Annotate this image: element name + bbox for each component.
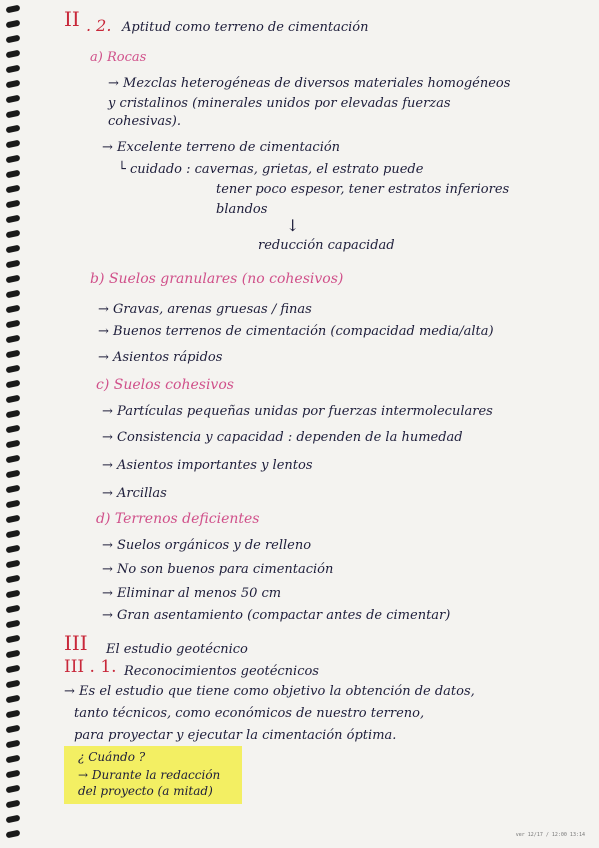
spiral-hole (6, 545, 21, 554)
rocks-line-4: → Excelente terreno de cimentación (102, 140, 341, 155)
spiral-hole (6, 575, 21, 584)
deficient-label: d) Terrenos deficientes (96, 511, 260, 527)
spiral-hole (6, 680, 21, 689)
spiral-hole (6, 635, 21, 644)
section-3-1-line-2: tanto técnicos, como económicos de nuestro terreno, (74, 706, 425, 721)
spiral-hole (6, 140, 21, 149)
spiral-hole (6, 5, 21, 14)
rocks-line-2: y cristalinos (minerales unidos por elevadas fuerzas (108, 96, 451, 111)
deficient-item: → Eliminar al menos 50 cm (102, 586, 282, 601)
deficient-item: → No son buenos para cimentación (102, 562, 334, 577)
heading-sub-number: . 2. (86, 16, 112, 35)
spiral-hole (6, 260, 21, 269)
spiral-hole (6, 500, 21, 509)
cohesive-item: → Asientos importantes y lentos (102, 458, 313, 473)
deficient-item: → Suelos orgánicos y de relleno (102, 538, 312, 553)
spiral-hole (6, 110, 21, 119)
spiral-hole (6, 275, 21, 284)
down-arrow-icon: ↓ (286, 216, 300, 235)
spiral-hole (6, 620, 21, 629)
spiral-hole (6, 515, 21, 524)
spiral-hole (6, 725, 21, 734)
cohesive-item: → Consistencia y capacidad : dependen de la humedad (102, 430, 463, 445)
spiral-hole (6, 530, 21, 539)
spiral-hole (6, 290, 21, 299)
spiral-hole (6, 65, 21, 74)
spiral-hole (6, 800, 21, 809)
spiral-hole (6, 305, 21, 314)
scan-footer: ver 12/17 / 12:00 13:14 (515, 832, 585, 838)
rocks-label: a) Rocas (90, 50, 147, 65)
spiral-hole (6, 335, 21, 344)
spiral-hole (6, 830, 21, 839)
spiral-hole (6, 785, 21, 794)
rocks-line-3: cohesivas). (108, 114, 181, 129)
deficient-item: → Gran asentamiento (compactar antes de cimentar) (102, 608, 451, 623)
spiral-hole (6, 80, 21, 89)
granular-label: b) Suelos granulares (no cohesivos) (90, 271, 344, 287)
spiral-hole (6, 395, 21, 404)
spiral-hole (6, 740, 21, 749)
heading-title: Aptitud como terreno de cimentación (122, 20, 369, 35)
rocks-line-1: → Mezclas heterogéneas de diversos materiales homogéneos (108, 76, 511, 91)
sticky-note (64, 746, 242, 804)
section-3-1-line-3: para proyectar y ejecutar la cimentación óptima. (74, 728, 397, 743)
rocks-line-8: reducción capacidad (258, 238, 395, 253)
spiral-hole (6, 380, 21, 389)
spiral-hole (6, 650, 21, 659)
heading-roman-numeral: II (64, 7, 80, 31)
rocks-line-5: └ cuidado : cavernas, grietas, el estrato puede (118, 162, 424, 177)
spiral-hole (6, 20, 21, 29)
spiral-hole (6, 470, 21, 479)
granular-item: → Buenos terrenos de cimentación (compacidad media/alta) (98, 324, 494, 339)
section-3-1-line-1: → Es el estudio que tiene como objetivo la obtención de datos, (64, 684, 475, 699)
spiral-hole (6, 770, 21, 779)
spiral-hole (6, 695, 21, 704)
sticky-note-line: → Durante la redacción (78, 768, 221, 782)
section-3-1-title: Reconocimientos geotécnicos (124, 664, 319, 679)
spiral-hole (6, 350, 21, 359)
sticky-note-question: ¿ Cuándo ? (78, 750, 146, 764)
spiral-hole (6, 560, 21, 569)
rocks-line-7: blandos (216, 202, 268, 217)
spiral-hole (6, 125, 21, 134)
spiral-hole (6, 425, 21, 434)
spiral-hole (6, 440, 21, 449)
section-3-number: III (64, 631, 88, 655)
rocks-line-6: tener poco espesor, tener estratos inferiores (216, 182, 510, 197)
spiral-hole (6, 665, 21, 674)
spiral-binding (0, 0, 40, 848)
spiral-hole (6, 185, 21, 194)
spiral-hole (6, 155, 21, 164)
spiral-hole (6, 245, 21, 254)
spiral-hole (6, 365, 21, 374)
spiral-hole (6, 230, 21, 239)
cohesive-item: → Arcillas (102, 486, 167, 501)
cohesive-item: → Partículas pequeñas unidas por fuerzas intermoleculares (102, 404, 493, 419)
spiral-hole (6, 590, 21, 599)
spiral-hole (6, 215, 21, 224)
spiral-hole (6, 35, 21, 44)
spiral-hole (6, 200, 21, 209)
spiral-hole (6, 170, 21, 179)
granular-item: → Asientos rápidos (98, 350, 223, 365)
section-3-title: El estudio geotécnico (106, 642, 248, 657)
sticky-note-line: del proyecto (a mitad) (78, 784, 213, 798)
spiral-hole (6, 710, 21, 719)
spiral-hole (6, 815, 21, 824)
spiral-hole (6, 485, 21, 494)
spiral-hole (6, 95, 21, 104)
cohesive-label: c) Suelos cohesivos (96, 377, 234, 393)
spiral-hole (6, 455, 21, 464)
spiral-hole (6, 320, 21, 329)
spiral-hole (6, 605, 21, 614)
spiral-hole (6, 410, 21, 419)
granular-item: → Gravas, arenas gruesas / finas (98, 302, 312, 317)
section-3-1-number: III . 1. (64, 657, 117, 677)
spiral-hole (6, 755, 21, 764)
spiral-hole (6, 50, 21, 59)
